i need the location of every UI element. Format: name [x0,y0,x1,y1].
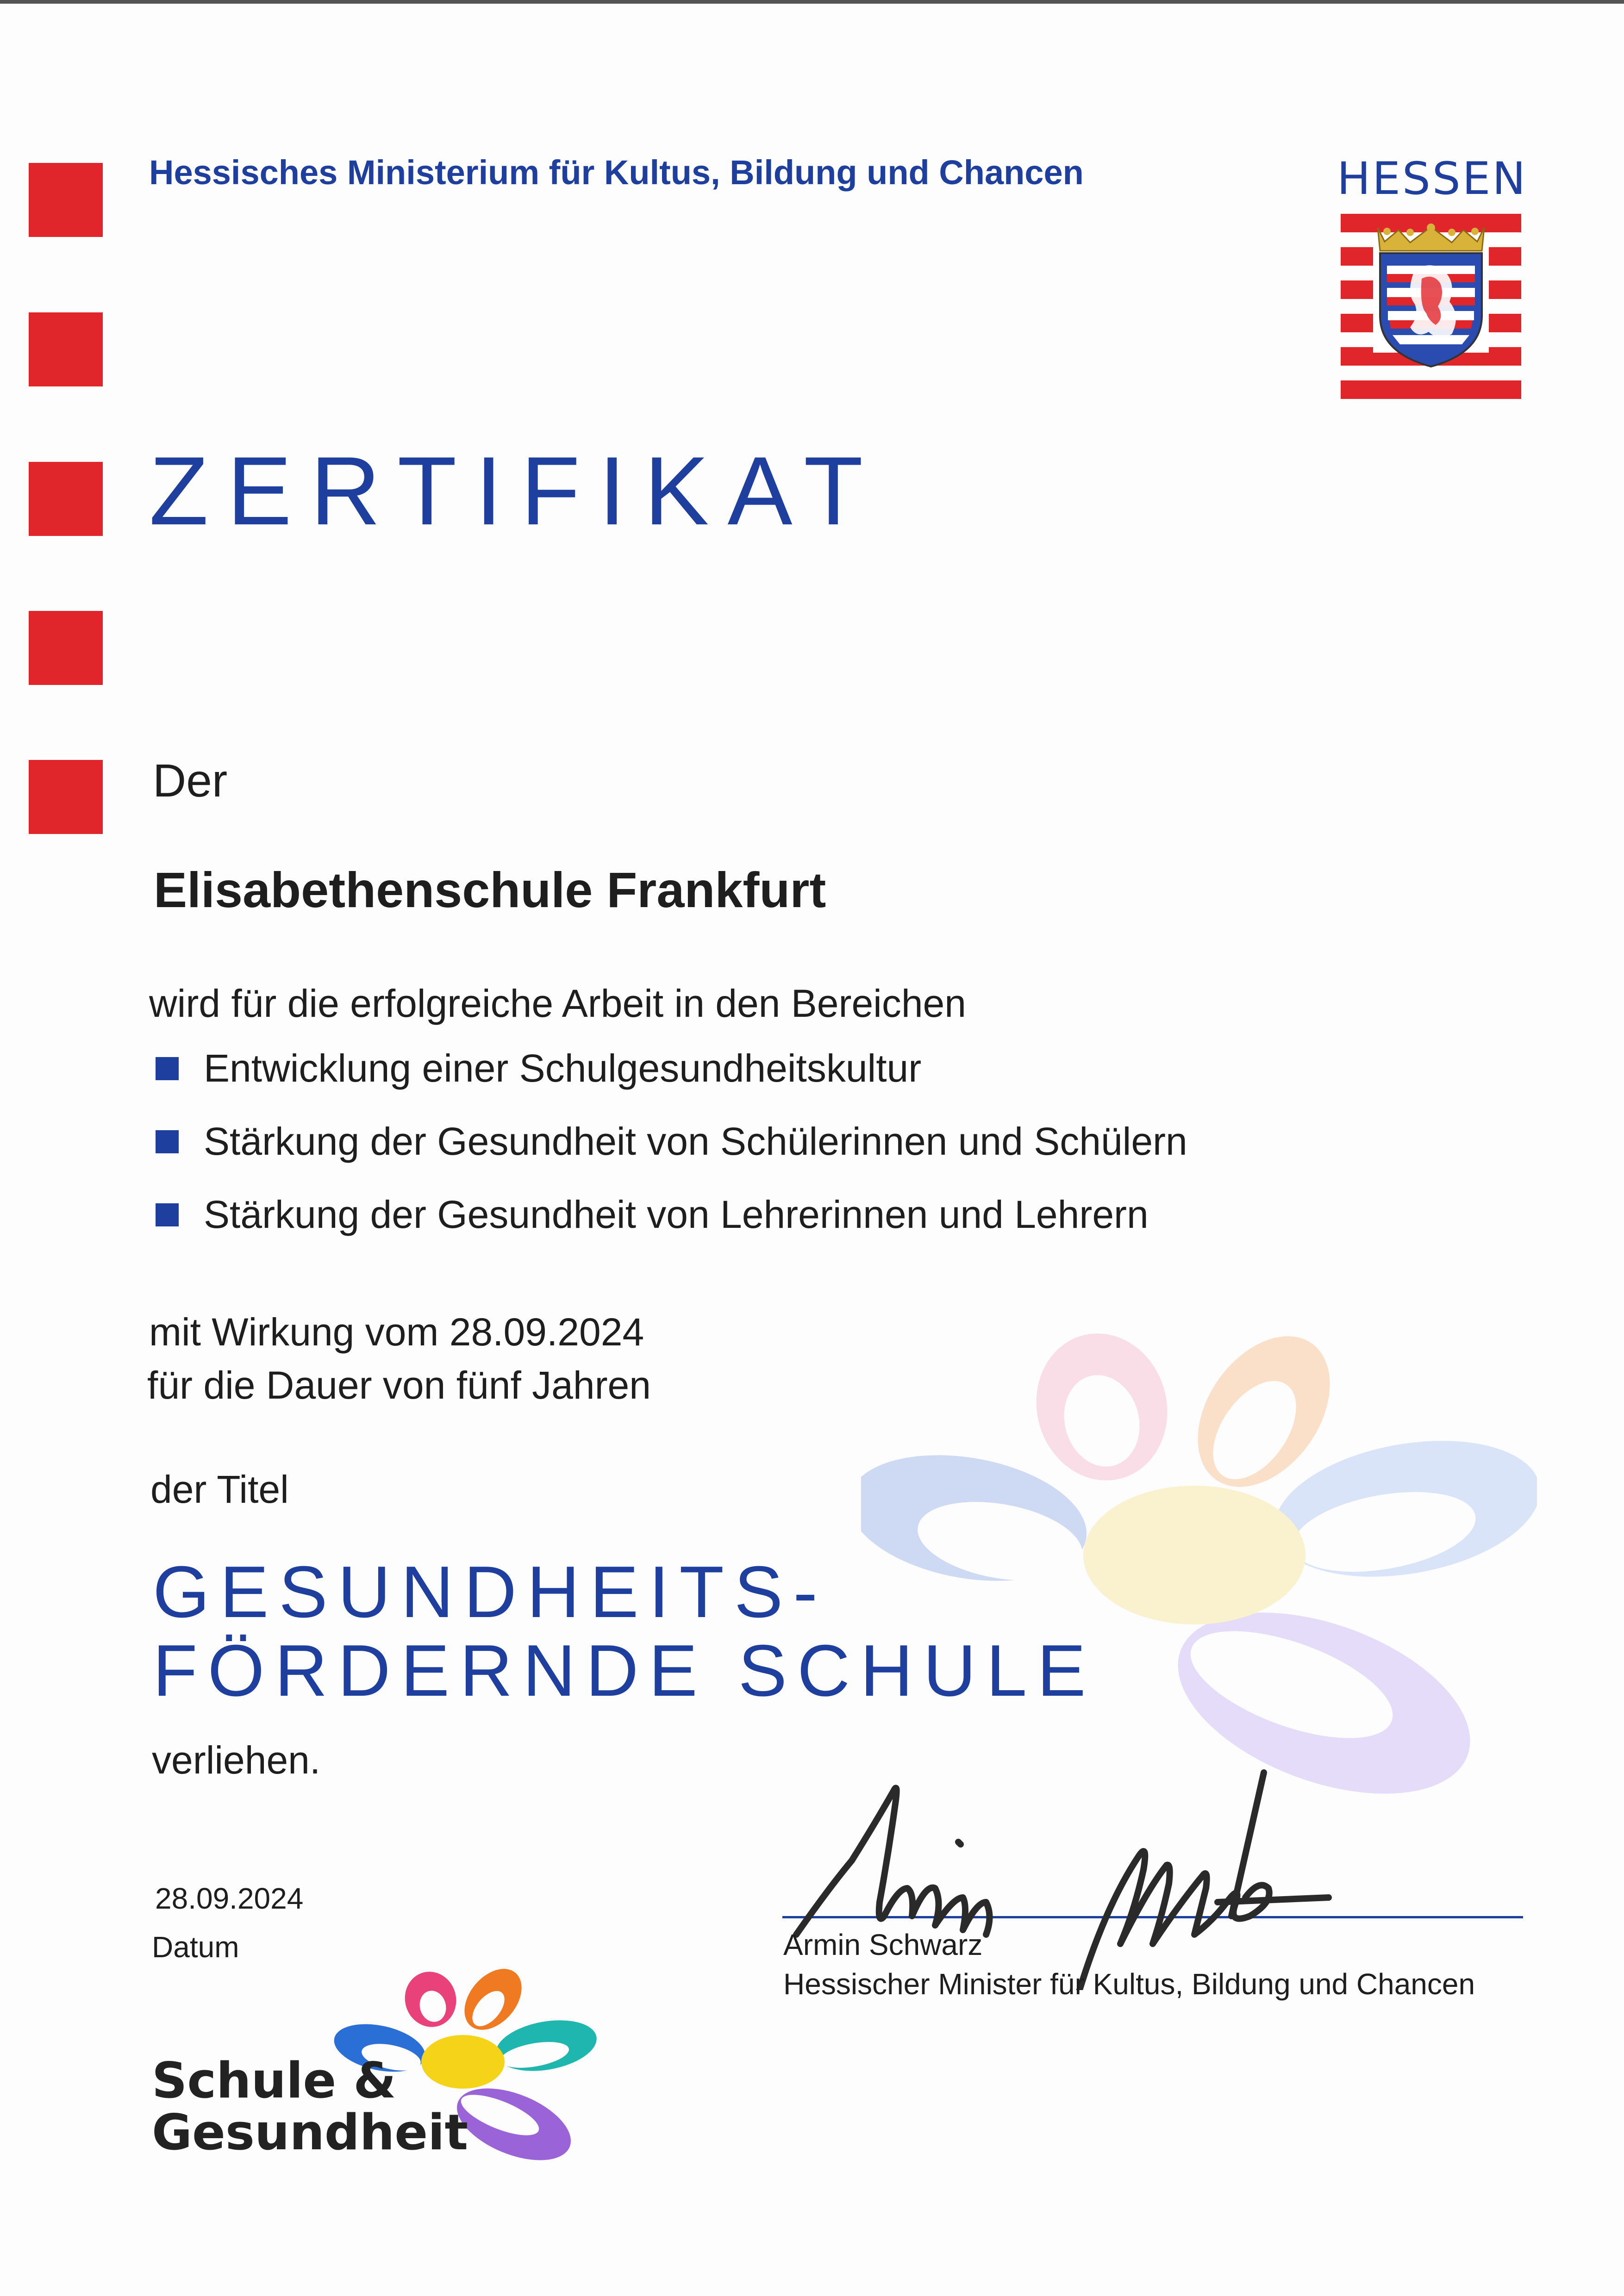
article-text: Der [153,755,228,807]
ministry-name: Hessisches Ministerium für Kultus, Bildung und Chancen [149,153,1084,192]
award-title-line-1: GESUNDHEITS- [153,1551,828,1633]
bullet-square-icon [156,1130,179,1153]
program-logo-text [152,2052,468,2161]
areas-list [153,1046,1187,1265]
flower-watermark-icon [861,1333,1537,1796]
school-name: Elisabethenschule Frankfurt [154,862,826,918]
award-title-line-2: FÖRDERNDE SCHULE [153,1630,1096,1711]
signer-name: Armin Schwarz [783,1928,983,1961]
decor-red-square [29,163,103,237]
bullet-square-icon [156,1057,179,1080]
decor-red-square [29,462,103,536]
list-item [153,1046,1187,1119]
conferred-text: verliehen. [152,1738,321,1782]
list-item [153,1192,1187,1265]
issue-date: 28.09.2024 [155,1882,304,1915]
hessen-logo-text: HESSEN [1337,153,1528,205]
area-label: Stärkung der Gesundheit von Lehrerinnen und Lehrern [204,1193,1149,1236]
hessen-coat-of-arms-icon [1341,214,1521,399]
duration-text: für die Dauer von fünf Jahren [147,1363,651,1407]
signer-title: Hessischer Minister für Kultus, Bildung und Chancen [783,1967,1475,2001]
program-logo-line-1: Schule & [152,2052,396,2109]
decor-red-square [29,312,103,386]
certificate-heading: ZERTIFIKAT [149,436,882,545]
area-label: Entwicklung einer Schulgesundheitskultur [204,1046,922,1090]
decor-red-square [29,611,103,685]
program-logo-line-2: Gesundheit [152,2104,468,2161]
list-item [153,1119,1187,1192]
scan-edge-line [0,0,1624,4]
effective-date-text: mit Wirkung vom 28.09.2024 [149,1310,644,1354]
bullet-square-icon [156,1203,179,1226]
area-label: Stärkung der Gesundheit von Schülerinnen und Schülern [204,1120,1187,1163]
date-label: Datum [152,1930,239,1964]
title-intro-text: der Titel [150,1468,289,1511]
intro-text: wird für die erfolgreiche Arbeit in den Bereichen [149,982,966,1025]
decor-red-square [29,760,103,834]
